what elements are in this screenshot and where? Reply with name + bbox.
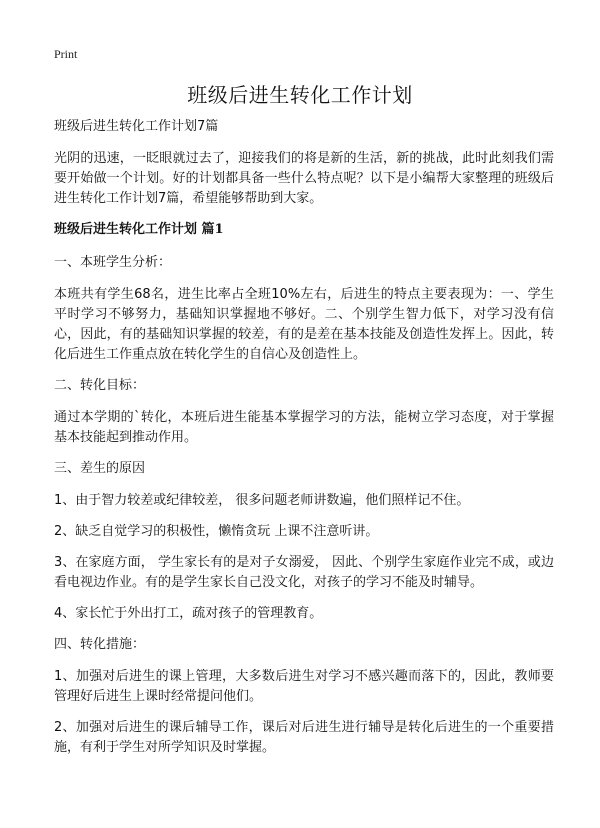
cause-item-2: 2、缺乏自觉学习的积极性，懒惰贪玩 上课不注意听讲。 [54, 524, 379, 539]
page-title: 班级后进生转化工作计划 [187, 83, 413, 107]
intro-paragraph: 光阴的迅速，一眨眼就过去了，迎接我们的将是新的生活，新的挑战，此时此刻我们需要开始做一个计划。好的计划都具备一些什么特点呢？以下是小编帮大家整理的班级后进生转化工作计划7篇，希望能够帮助到大家。 [54, 151, 554, 206]
paragraph-student-analysis: 本班共有学生68名，进生比率占全班10%左右，后进生的特点主要表现为：一、学生平时学习不够努力，基础知识掌握地不够好。二、个别学生智力低下，对学习没有信心，因此，有的基础知识掌握的较差，有的是差在基本技能及创造性发挥上。因此，转化后进生工作重点放在转化学生的自信心及创造性上。 [54, 287, 554, 362]
heading-goals: 二、转化目标： [54, 378, 146, 393]
print-label[interactable]: Print [54, 47, 78, 61]
cause-item-1: 1、由于智力较差或纪律较差， 很多问题老师讲数遍，他们照样记不住。 [54, 493, 470, 508]
heading-measures: 四、转化措施： [54, 637, 146, 652]
heading-student-analysis: 一、本班学生分析： [54, 255, 172, 270]
measure-item-2: 2、加强对后进生的课后辅导工作，课后对后进生进行辅导是转化后进生的一个重要措施，有利于学生对所学知识及时掌握。 [54, 720, 554, 755]
measure-item-1: 1、加强对后进生的课上管理，大多数后进生对学习不感兴趣而落下的，因此，教师要管理好后进生上课时经常提问他们。 [54, 669, 554, 704]
document-body [54, 117, 554, 769]
heading-causes: 三、差生的原因 [54, 461, 146, 476]
cause-item-4: 4、家长忙于外出打工，疏对孩子的管理教育。 [54, 606, 323, 621]
document-subtitle: 班级后进生转化工作计划7篇 [54, 119, 219, 134]
cause-item-3: 3、在家庭方面， 学生家长有的是对子女溺爱， 因此、个别学生家庭作业完不成，或边看电视边作业。有的是学生家长自己没文化，对孩子的学习不能及时辅导。 [54, 555, 554, 590]
paragraph-goals: 通过本学期的`转化，本班后进生能基本掌握学习的方法，能树立学习态度，对于掌握基本技能起到推动作用。 [54, 410, 554, 445]
section-title: 班级后进生转化工作计划 篇1 [54, 222, 224, 237]
